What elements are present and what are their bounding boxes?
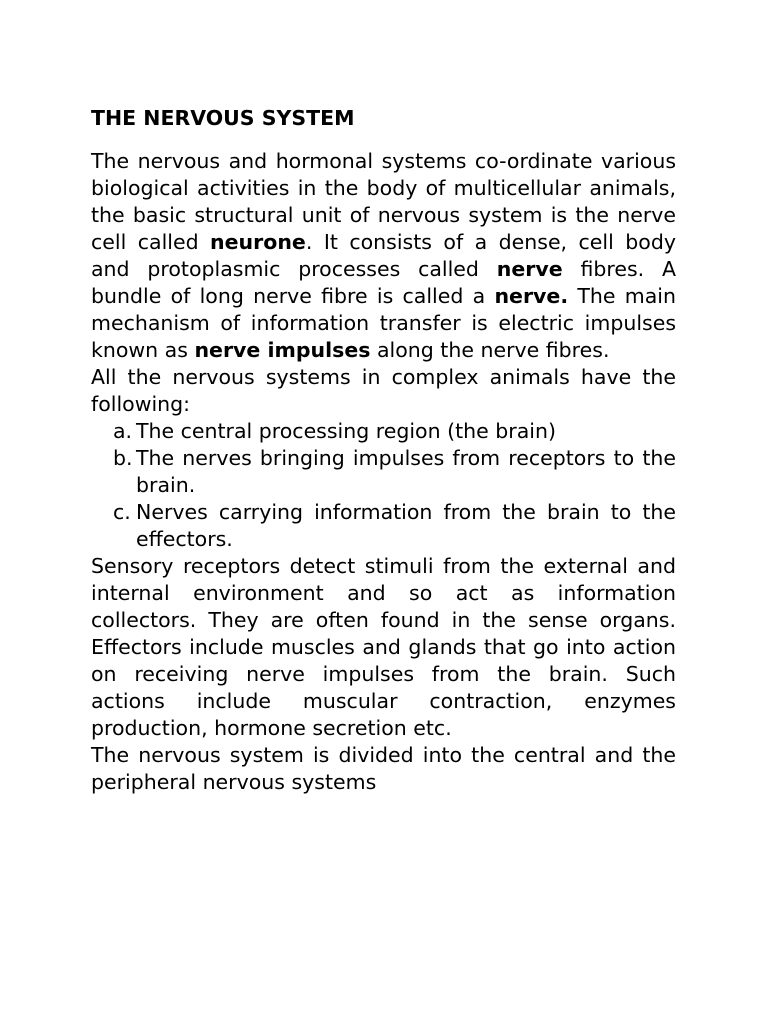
intro-text-3: fibres. A bundle of long nerve fibre is called a bbox=[91, 257, 676, 308]
list-item bbox=[91, 418, 676, 445]
term-nerve-definition: nerve. bbox=[494, 284, 569, 308]
paragraph-division: The nervous system is divided into the central and the peripheral nervous systems bbox=[91, 743, 676, 794]
intro-text-5: along the nerve fibres. bbox=[370, 338, 610, 362]
intro-text-1: The nervous and hormonal systems co-ordinate various biological activities in the body of multicellular animals, the basic structural unit of nervous system is the nerve cell called bbox=[91, 149, 676, 254]
page-title: THE NERVOUS SYSTEM bbox=[91, 106, 355, 130]
document-page bbox=[91, 104, 676, 796]
term-nerve-impulses: nerve impulses bbox=[194, 338, 371, 362]
paragraph-receptors: Sensory receptors detect stimuli from the external and internal environment and so act as information collectors. They are often found in the sense organs. Effectors include muscles and glands that go into action on receiving nerve impulses from the brain. Such actions include muscular contraction, enzymes production, hormone secretion etc. bbox=[91, 554, 676, 740]
list-item-text: Nerves carrying information from the brain to the effectors. bbox=[136, 500, 676, 551]
list-item bbox=[91, 499, 676, 553]
paragraph-following: All the nervous systems in complex animals have the following: bbox=[91, 365, 676, 416]
components-list bbox=[91, 418, 676, 553]
term-nerve: nerve bbox=[496, 257, 563, 281]
list-marker: c. bbox=[113, 500, 131, 524]
intro-text-4: The main mechanism of information transfer is electric impulses known as bbox=[91, 284, 676, 362]
list-item bbox=[91, 445, 676, 499]
list-item-text: The nerves bringing impulses from receptors to the brain. bbox=[136, 446, 676, 497]
paragraph-intro bbox=[91, 148, 676, 364]
list-marker: a. bbox=[113, 419, 133, 443]
intro-text-2: . It consists of a dense, cell body and protoplasmic processes called bbox=[91, 230, 676, 281]
list-marker: b. bbox=[113, 446, 133, 470]
list-item-text: The central processing region (the brain) bbox=[136, 419, 556, 443]
term-neurone: neurone bbox=[210, 230, 306, 254]
